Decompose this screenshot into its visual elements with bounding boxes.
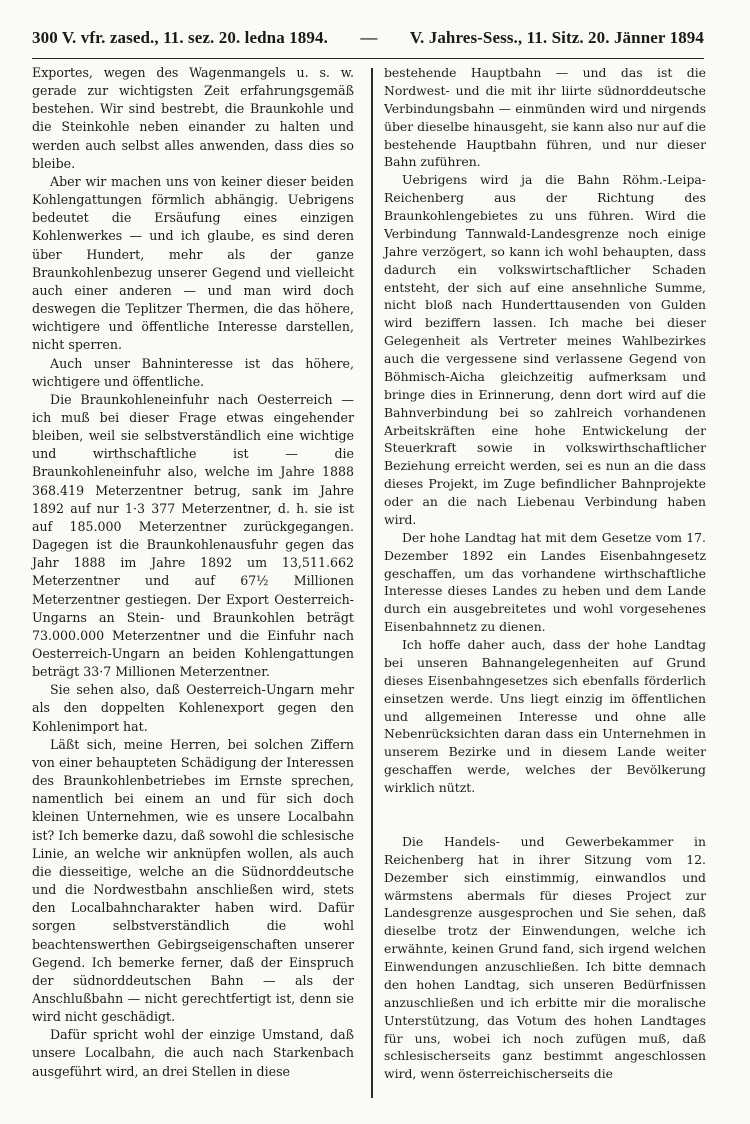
paragraph: Dafür spricht wohl der einzige Umstand, daß unsere Localbahn, die auch nach Starkenbach ausgeführt wird, an drei Stellen in diese <box>32 1027 354 1079</box>
text-columns <box>32 64 708 1104</box>
column-divider <box>371 68 373 1098</box>
paragraph: Uebrigens wird ja die Bahn Röhm.-Leipa-Reichenberg aus der Richtung des Braunkohlengebietes zu uns führen. Wird die Verbindung Tannwald-Landesgrenze noch einige Jahre verzögert, so kann ich wohl behaupten, dass dadurch ein volkswirtschaftlicher Schaden entsteht, der sich auf eine ansehnliche Summe, nicht bloß nach Hunderttausenden von Gulden wird beziffern lassen. Ich mache bei dieser Gelegenheit als Vertreter meines Wahlbezirkes auch die vergessene sind verlassene Gegend von Böhmisch-Aicha gleichzeitig aufmerksam und bringe dies in Erinnerung, denn dort wird auf die Bahnverbindung bei so zahlreich vorhandenen Arbeitskräften eine hohe Entwickelung der Steuerkraft sowie in volkswirthschaftlicher Beziehung erreicht werden, sei es nun an die dass dieses Projekt, im Zuge befindlicher Bahnprojekte oder an die nach Liebenau Verbindung haben wird. <box>384 172 706 527</box>
paragraph: Die Braunkohleneinfuhr nach Oesterreich — ich muß bei dieser Frage etwas eingehender bleiben, weil sie selbstverständlich eine wichtige und wirthschaftliche ist — die Braunkohleneinfuhr also, welche im Jahre 1888 368.419 Meterzentner betrug, sank im Jahre 1892 auf nur 1·3 377 Meterzentner, d. h. sie ist auf 185.000 Meterzentner zurückgegangen. Dagegen ist die Braunkohlenausfuhr gegen das Jahr 1888 im Jahre 1892 um 13,511.662 Meterzentner und auf 67½ Millionen Meterzentner gestiegen. Der Export Oesterreich-Ungarns an Stein- und Braunkohlen beträgt 73.000.000 Meterzentner und die Einfuhr nach Oesterreich-Ungarn an beiden Kohlengattungen beträgt 33·7 Millionen Meterzentner. <box>32 391 354 680</box>
paragraph: Die Handels- und Gewerbekammer in Reichenberg hat in ihrer Sitzung vom 12. Dezember sich einstimmig, einwandlos und wärmstens abermals für dieses Project zur Landesgrenze ausgesprochen und Sie sehen, daß dieselbe trotz der Einwendungen, welche ich erwähnte, keinen Grund fand, sich irgend welchen Einwendungen anzuschließen. Ich bitte demnach den hohen Landtag, sich unseren Bedürfnissen anzuschließen und ich erbitte mir die moralische Unterstützung, das Votum des hohen Landtages für uns, wobei ich noch zufügen muß, daß schlesischerseits ganz bestimmt angeschlossen wird, wenn österreichischerseits die <box>384 833 706 1082</box>
paragraph: Exportes, wegen des Wagenmangels u. s. w. gerade zur wichtigsten Zeit erfahrungsgemäß bestehen. Wir sind bestrebt, die Braunkohle und die Steinkohle neben einander zu halten und werden auch selbst alles anwenden, dass dies so bleibe. <box>32 65 354 171</box>
paragraph: Ich hoffe daher auch, dass der hohe Landtag bei unseren Bahnangelegenheiten auf Grund dieses Eisenbahngesetzes sich ebenfalls förderlich einsetzen werde. Uns liegt einzig im öffentlichen und allgemeinen Interesse und ohne alle Nebenrücksichten daran dass ein Unternehmen in unserem Bezirke und in diesem Lande weiter geschaffen werde, welches der Bevölkerung wirklich nützt. <box>384 637 706 795</box>
paragraph: Aber wir machen uns von keiner dieser beiden Kohlengattungen förmlich abhängig. Uebrigens bedeutet die Ersäufung eines einzigen Kohlenwerkes — und ich glaube, es sind deren über Hundert, mehr als der ganze Braunkohlenbezug unserer Gegend und vielleicht auch einer anderen — und man wird doch deswegen die Teplitzer Thermen, die das höhere, wichtigere und öffentliche Interesse darstellen, nicht sperren. <box>32 173 354 353</box>
header-dash: — <box>360 28 378 47</box>
right-column <box>384 64 706 1083</box>
paragraph: Läßt sich, meine Herren, bei solchen Ziffern von einer behaupteten Schädigung der Interessen des Braunkohlenbetriebes im Ernste sprechen, namentlich bei einem an und für sich doch kleinen Unternehmen, wie es unsere Localbahn ist? Ich bemerke dazu, daß sowohl die schlesische Linie, an welche wir anknüpfen wollen, als auch die diesseitige, welche an die Südnorddeutsche und die Nordwestbahn anschließen wird, stets den Localbahncharakter haben wird. Dafür sorgen selbstverständlich die wohl beachtenswerthen Gebirgseigenschaften unserer Gegend. Ich bemerke ferner, daß der Einspruch der südnorddeutschen Bahn — als der Anschlußbahn — nicht gerechtfertigt ist, denn sie wird nicht geschädigt. <box>32 736 354 1025</box>
page-header <box>32 28 704 59</box>
paragraph: bestehende Hauptbahn — und das ist die Nordwest- und die mit ihr liirte südnorddeutsche Verbindungsbahn — einmünden wird und nirgends über dieselbe hinausgeht, sie kann also nur auf die bestehende Hauptbahn führen, und nur dieser Bahn zuführen. <box>384 65 706 170</box>
header-czech: 300 V. vfr. zased., 11. sez. 20. ledna 1894. <box>32 28 328 47</box>
header-german: V. Jahres-Sess., 11. Sitz. 20. Jänner 1894 <box>409 28 704 47</box>
paragraph: Der hohe Landtag hat mit dem Gesetze vom 17. Dezember 1892 ein Landes Eisenbahngesetz geschaffen, um das vorhandene wirthschaftliche Interesse dieses Landes zu heben und dem Lande durch ein ausgebreitetes und wohl vorgesehenes Eisenbahnnetz zu dienen. <box>384 529 706 635</box>
paragraph: Sie sehen also, daß Oesterreich-Ungarn mehr als den doppelten Kohlenexport gegen den Kohlenimport hat. <box>32 682 354 734</box>
paragraph: Auch unser Bahninteresse ist das höhere, wichtigere und öffentliche. <box>32 355 354 389</box>
left-column <box>32 64 354 1081</box>
